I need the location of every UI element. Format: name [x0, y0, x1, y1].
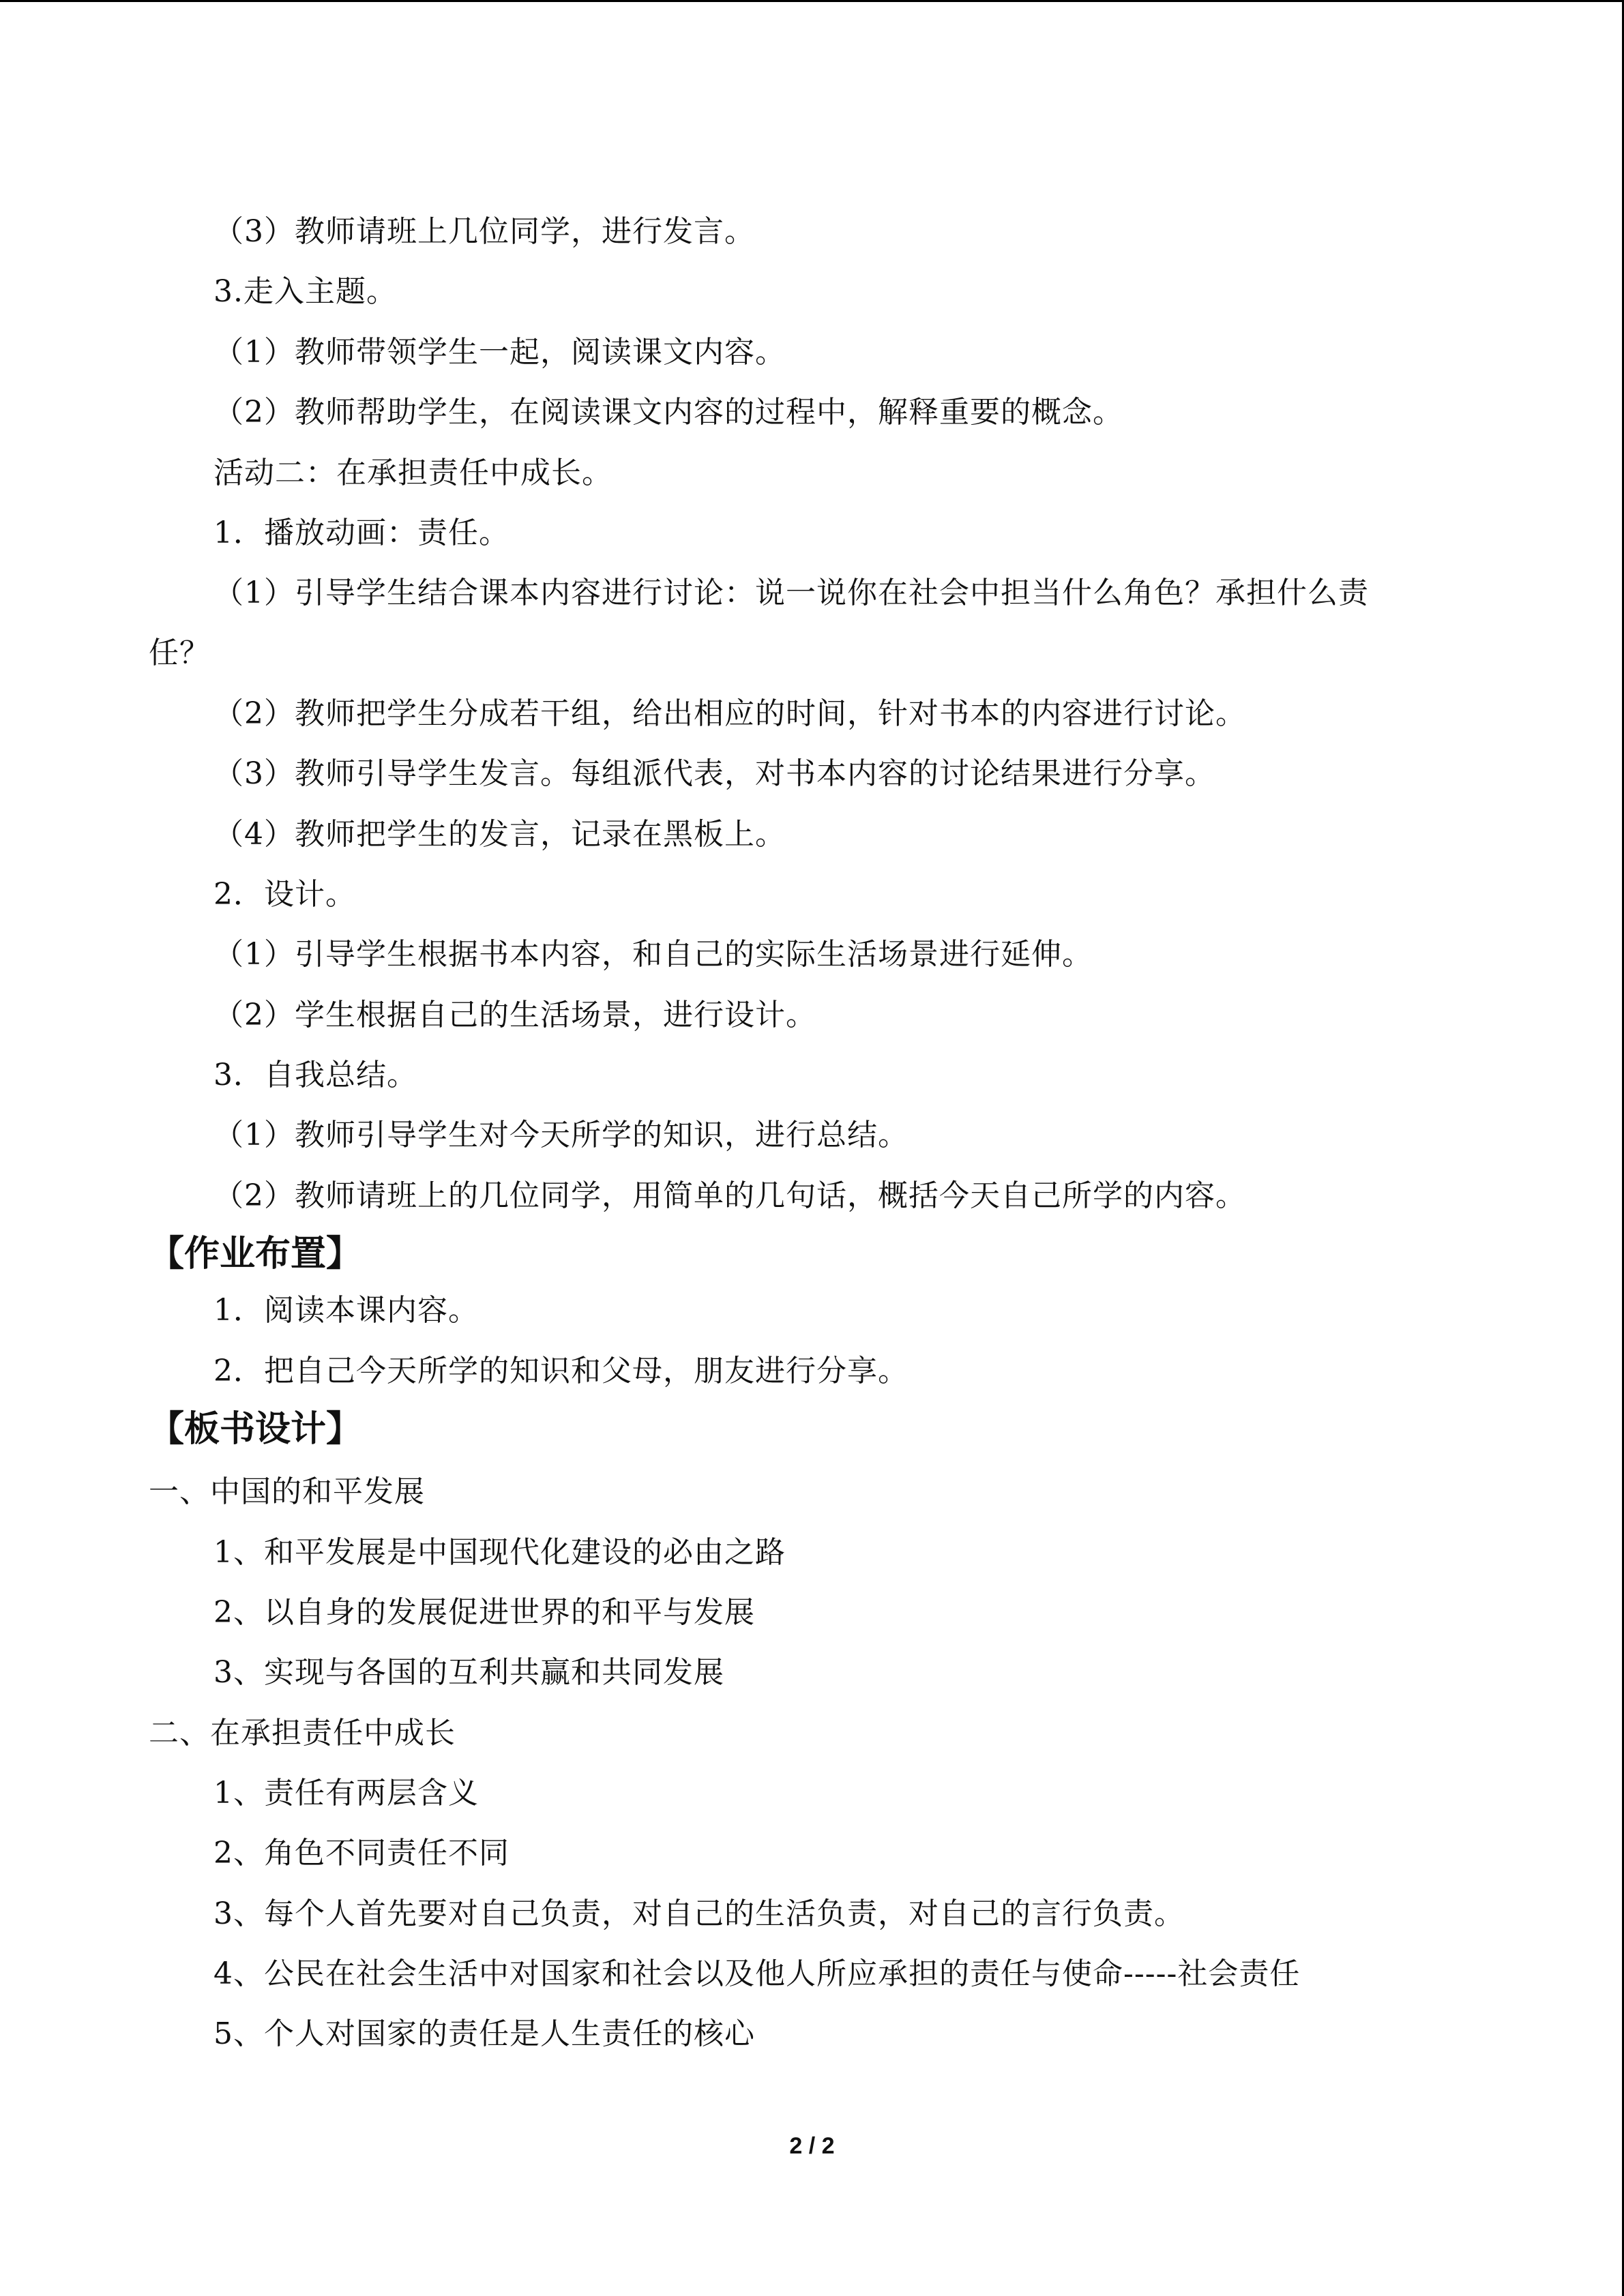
- text-line: 2．把自己今天所学的知识和父母，朋友进行分享。: [213, 1354, 909, 1388]
- text-line: 任？: [149, 636, 210, 670]
- text-line: 3、实现与各国的互利共赢和共同发展: [213, 1655, 724, 1690]
- text-line: （2）教师把学生分成若干组，给出相应的时间，针对书本的内容进行讨论。: [213, 696, 1246, 731]
- text-line: 5、个人对国家的责任是人生责任的核心: [213, 2016, 755, 2051]
- section-heading: 【作业布置】: [149, 1234, 362, 1274]
- text-line: （1）引导学生根据书本内容，和自己的实际生活场景进行延伸。: [213, 937, 1093, 972]
- page-top-border: [0, 0, 1624, 2]
- text-line: 2、以自身的发展促进世界的和平与发展: [213, 1595, 755, 1630]
- text-line: （2）教师帮助学生，在阅读课文内容的过程中，解释重要的概念。: [213, 395, 1123, 430]
- text-line: 1．播放动画：责任。: [213, 516, 510, 550]
- text-line: （2）学生根据自己的生活场景，进行设计。: [213, 998, 816, 1032]
- text-line: 2、角色不同责任不同: [213, 1836, 510, 1870]
- text-line: （1）引导学生结合课本内容进行讨论：说一说你在社会中担当什么角色？承担什么责: [213, 576, 1369, 610]
- text-line: （1）教师引导学生对今天所学的知识，进行总结。: [213, 1118, 909, 1152]
- text-line: 3、每个人首先要对自己负责，对自己的生活负责，对自己的言行负责。: [213, 1896, 1185, 1931]
- text-line: 4、公民在社会生活中对国家和社会以及他人所应承担的责任与使命-----社会责任: [213, 1956, 1301, 1991]
- text-line: （3）教师请班上几位同学，进行发言。: [213, 214, 755, 249]
- text-line: 3.走入主题。: [213, 274, 397, 309]
- text-line: 1、责任有两层含义: [213, 1776, 479, 1810]
- text-line: 1．阅读本课内容。: [213, 1293, 479, 1328]
- text-line: 二、在承担责任中成长: [149, 1716, 456, 1750]
- text-line: （4）教师把学生的发言，记录在黑板上。: [213, 817, 786, 852]
- text-line: 活动二：在承担责任中成长。: [213, 456, 612, 490]
- text-line: （2）教师请班上的几位同学，用简单的几句话，概括今天自己所学的内容。: [213, 1178, 1246, 1213]
- text-line: 一、中国的和平发展: [149, 1474, 425, 1509]
- text-line: 2．设计。: [213, 877, 356, 912]
- section-heading: 【板书设计】: [149, 1409, 362, 1450]
- text-line: 1、和平发展是中国现代化建设的必由之路: [213, 1535, 786, 1570]
- text-line: （1）教师带领学生一起，阅读课文内容。: [213, 335, 786, 370]
- text-line: （3）教师引导学生发言。每组派代表，对书本内容的讨论结果进行分享。: [213, 756, 1215, 791]
- page-number: 2 / 2: [789, 2133, 835, 2159]
- text-line: 3．自我总结。: [213, 1058, 417, 1092]
